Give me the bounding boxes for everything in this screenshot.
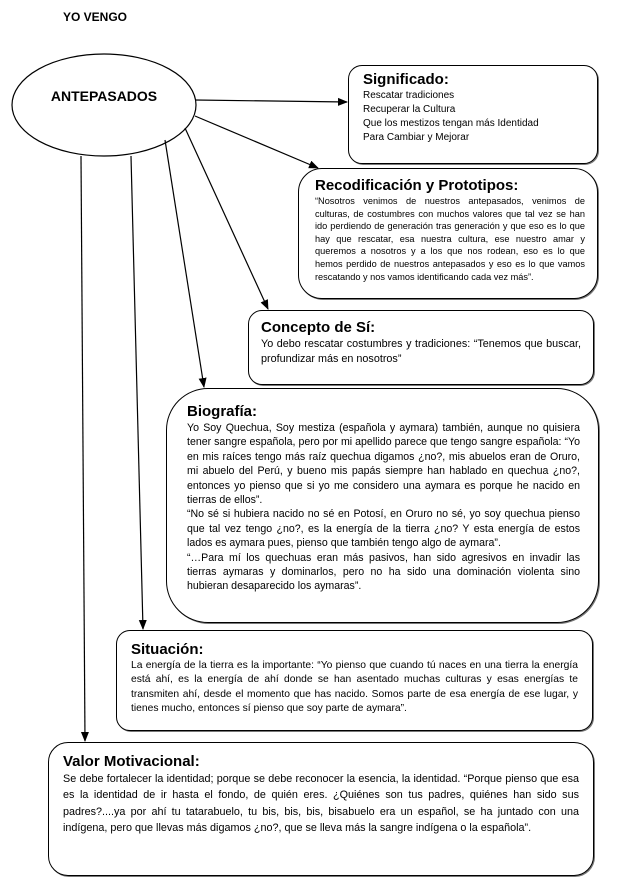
node-recodificacion <box>298 168 598 299</box>
node-valor-motivacional <box>48 742 594 876</box>
node-paragraph: “…Para mí los quechuas eran más pasivos, han sido agresivos en invadir las tierras aymaras y dominarlos, pero no ha sido una dominación violenta sino hubieran desaparecido los aymaras”. <box>187 551 580 593</box>
edge-to-concepto <box>185 128 268 309</box>
node-heading: Biografía: <box>187 403 258 420</box>
central-node-label: ANTEPASADOS <box>50 88 158 104</box>
node-heading: Significado: <box>363 71 449 88</box>
node-heading: Valor Motivacional: <box>63 753 200 770</box>
page-title: YO VENGO <box>63 10 128 24</box>
list-item: Que los mestizos tengan más Identidad <box>363 118 539 129</box>
node-concepto <box>248 310 594 385</box>
list-item: Recuperar la Cultura <box>363 104 456 115</box>
node-situacion <box>116 630 593 731</box>
node-text: La energía de la tierra es la importante: “Yo pienso que cuando tú naces en una tierra la energía está ahí, es la energía de ahí donde se han asentado muchas culturas y esas energías te transmiten ahí, desde el momento que has nacido. Somos parte de esa energía de ese lugar, y tienes mucho, entonces sí pienso que soy parte de aymara”. <box>131 660 578 715</box>
list-item: Para Cambiar y Mejorar <box>363 132 470 143</box>
node-paragraph: “No sé si hubiera nacido no sé en Potosí, en Oruro no sé, yo soy quechua pienso que tal vez tengo ¿no?, es la energía de la tierra ¿no? Y esta energía de estos lados es aymara pues, pienso que también tengo algo de aymara”. <box>187 508 580 550</box>
node-heading: Concepto de Sí: <box>261 319 376 336</box>
edge-to-significado <box>195 100 347 102</box>
node-text: Se debe fortalecer la identidad; porque se debe reconocer la esencia, la identidad. “Porque pienso que esa es la identidad de ir hasta el fondo, de quién eres. ¿Quiénes son tus padres, quiénes han sido sus padres?....ya por ahí tu tatarabuelo, tu bis, bis, bis, bisabuelo era un español, se ha juntado con una indígena, pero que llevas más digamos ¿no?, que se lleva más la sangre indígena o la española”. <box>63 773 579 835</box>
edge-to-biografia <box>165 140 204 387</box>
node-significado <box>348 65 598 164</box>
central-node-ellipse <box>12 54 196 156</box>
node-paragraph: Yo Soy Quechua, Soy mestiza (española y aymara) también, aunque no quisiera tener sangre española, pero por mi apellido parece que tengo sangre española: “Yo en mis raíces tengo más raíz quechua digamos ¿no?, mis abuelos eran de Oruro, mi abuelo del Perú, y bueno mis papás siempre han hablado en quechua ¿no?, entonces yo pienso que si yo me considero una aymara es porque he nacido en tierras de ellos”. <box>187 422 580 507</box>
edge-to-situacion <box>131 156 143 629</box>
edge-to-valor <box>81 156 85 741</box>
node-heading: Recodificación y Prototipos: <box>315 177 519 194</box>
node-text: “Nosotros venimos de nuestros antepasados, venimos de culturas, de costumbres con muchos valores que tal vez se han ido perdiendo de generación tras generación y que eso es lo que hay que rescatar, esa nuestra cultura, ese nuestro amar y queremos a nosotros y a los que nos rodean, eso es lo que hemos perdido de nuestros antepasados y eso es lo que vamos rescatando y nos vamos identificando cada vez más”. <box>315 196 585 282</box>
edge-to-recodificacion <box>195 116 318 168</box>
node-heading: Situación: <box>131 641 204 658</box>
node-text: Yo debo rescatar costumbres y tradiciones: “Tenemos que buscar, profundizar más en nosotros” <box>261 338 581 365</box>
list-item: Rescatar tradiciones <box>363 90 455 101</box>
node-biografia <box>166 388 599 623</box>
